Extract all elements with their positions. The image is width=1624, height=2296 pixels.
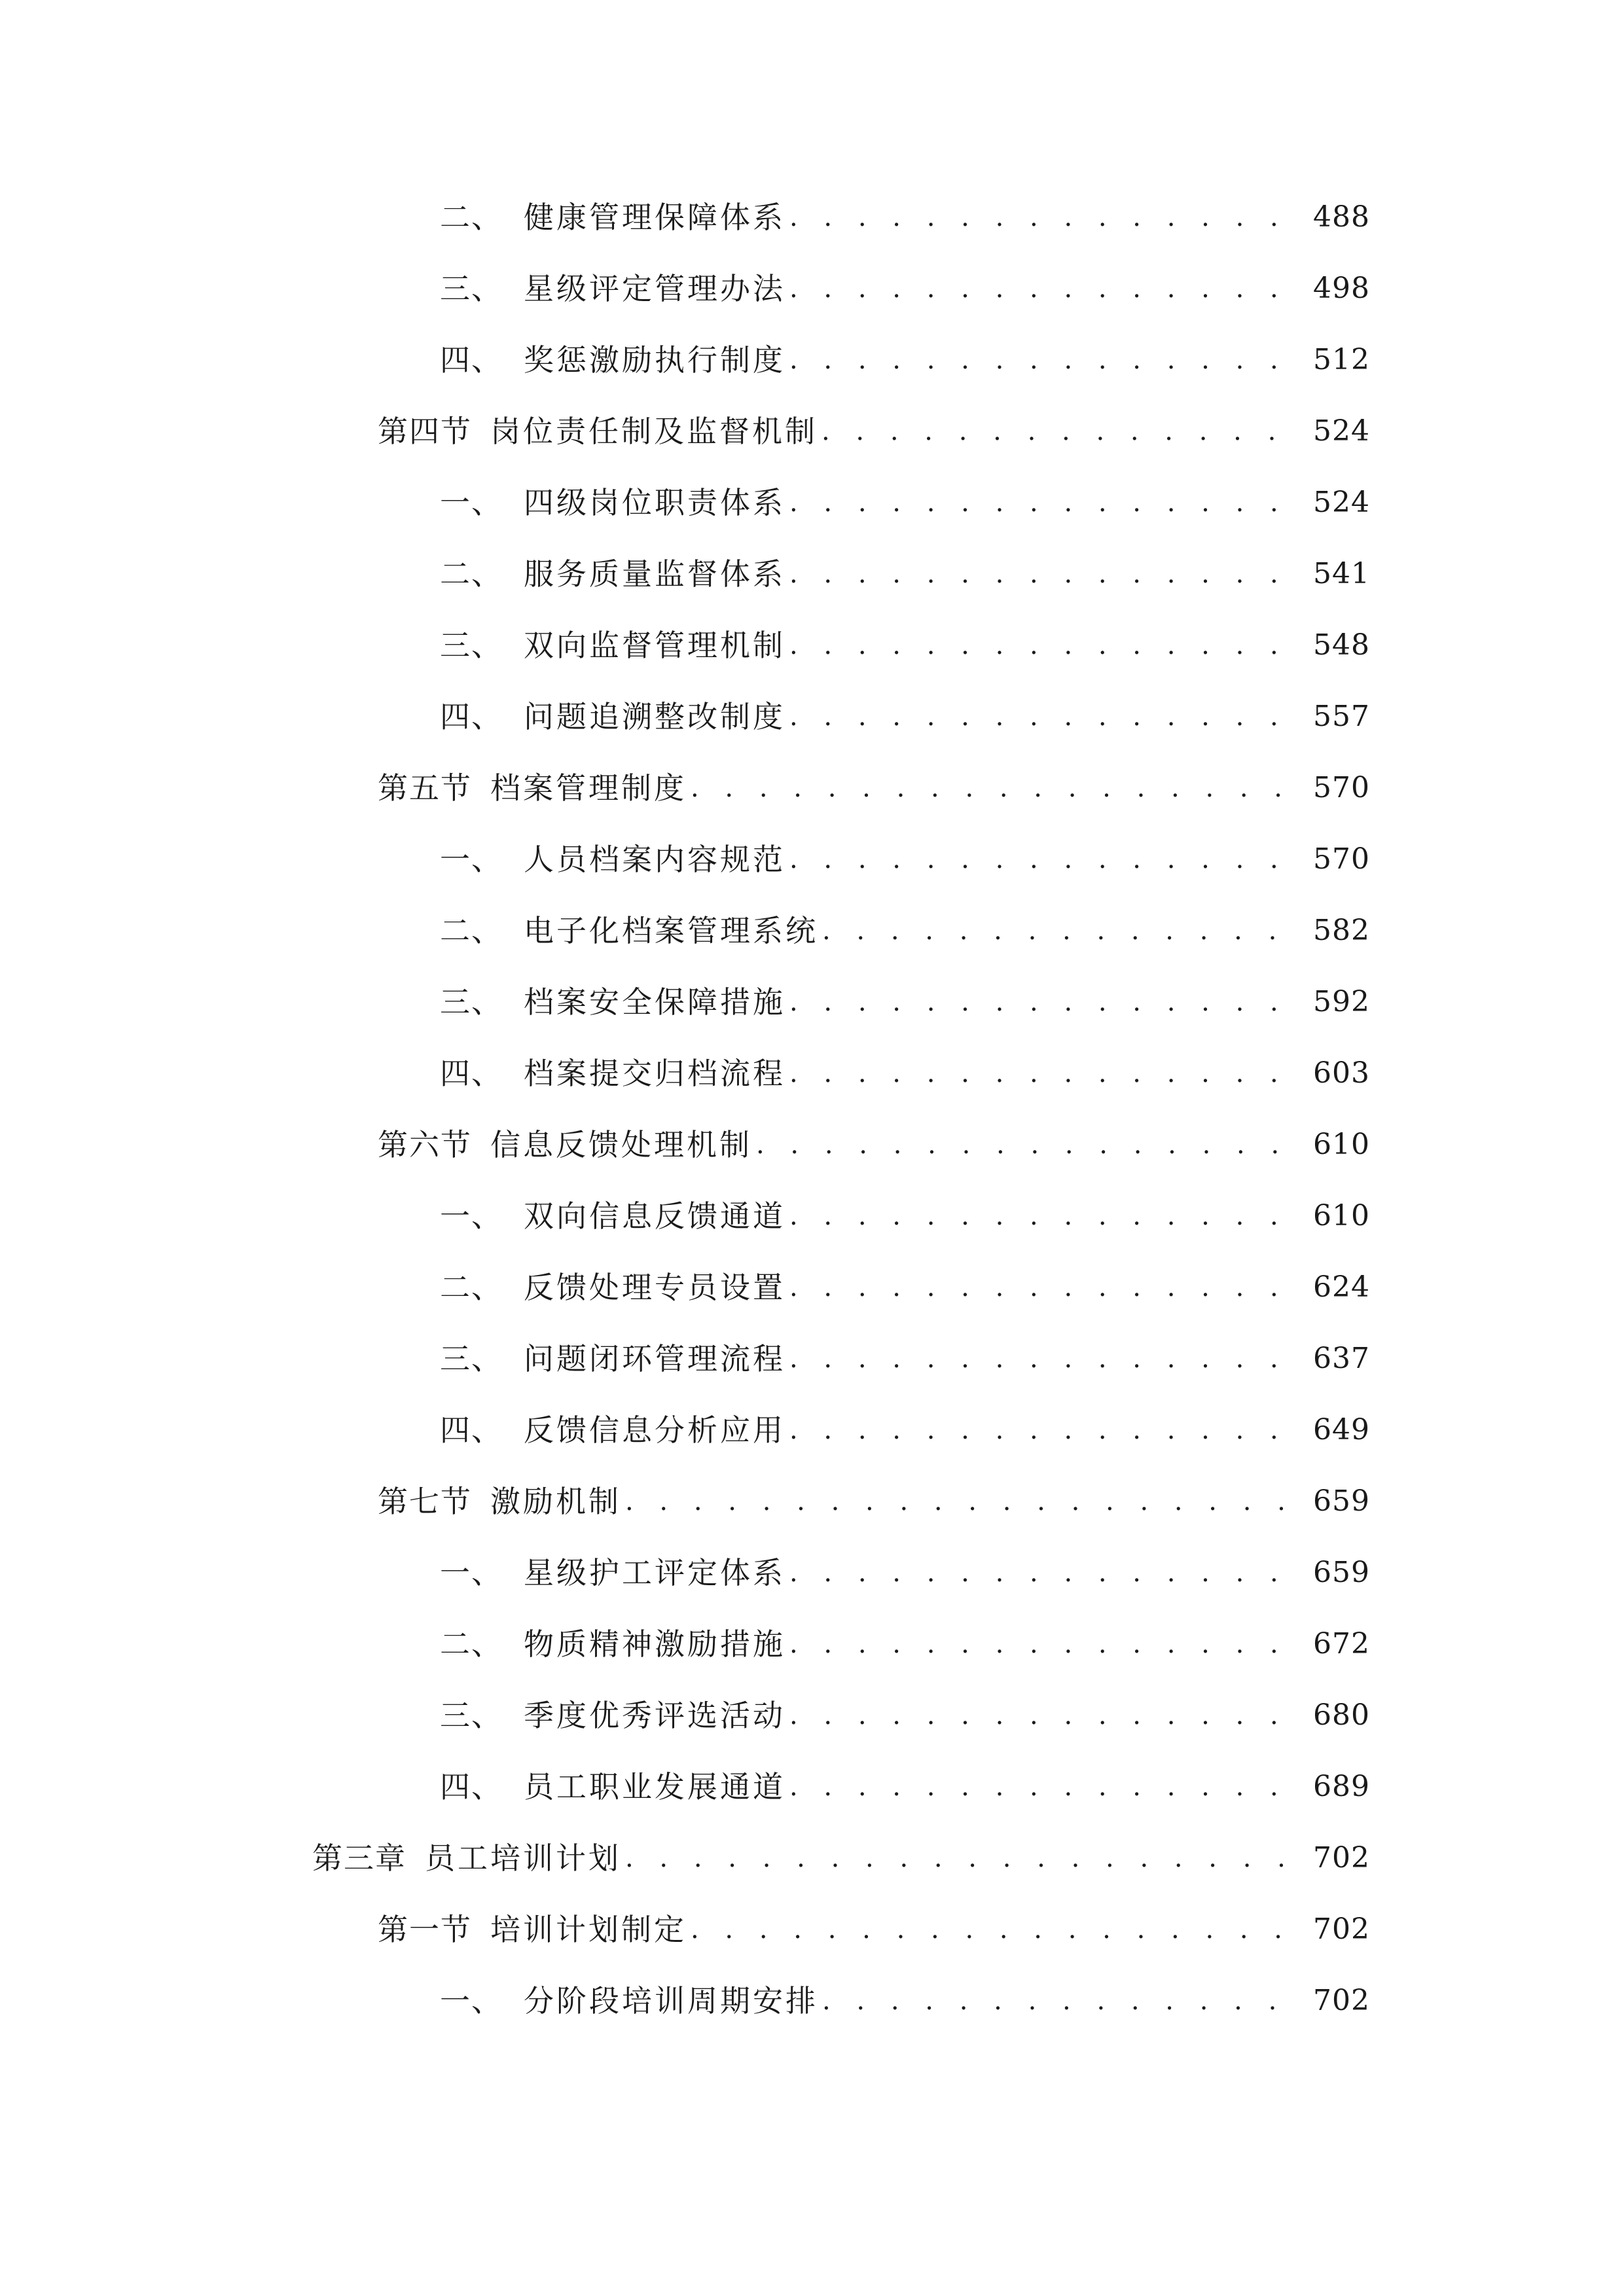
toc-entry-number: 第一节 <box>378 1912 472 1947</box>
toc-entry-page: 524 <box>1313 414 1370 448</box>
toc-entry-page: 524 <box>1313 486 1370 519</box>
toc-entry-number: 三、 <box>440 628 503 663</box>
toc-entry-label <box>440 833 785 886</box>
toc-entry[interactable] <box>440 476 1370 529</box>
toc-dot-leader <box>789 1547 1303 1599</box>
toc-entry-label <box>440 548 785 600</box>
toc-entry-label <box>440 1761 785 1813</box>
toc-entry-number: 三、 <box>440 1341 503 1376</box>
toc-entry-number: 一、 <box>440 842 503 877</box>
toc-entry-label <box>312 1832 621 1884</box>
toc-entry-title: 星级护工评定体系 <box>524 1555 785 1590</box>
toc-entry-page: 541 <box>1313 557 1370 590</box>
toc-entry[interactable] <box>312 1832 1370 1884</box>
toc-entry-page: 659 <box>1313 1556 1370 1589</box>
toc-entry-page: 610 <box>1313 1199 1370 1232</box>
toc-dot-leader <box>822 905 1303 957</box>
toc-entry-label <box>440 191 785 243</box>
toc-entry-title: 奖惩激励执行制度 <box>524 342 785 378</box>
toc-entry-page: 689 <box>1313 1770 1370 1803</box>
toc-entry-label <box>440 476 785 529</box>
toc-entry-title: 季度优秀评选活动 <box>524 1698 785 1733</box>
toc-entry-page: 603 <box>1313 1056 1370 1090</box>
toc-entry-number: 四、 <box>440 1412 503 1448</box>
toc-entry-page: 702 <box>1313 1841 1370 1874</box>
toc-entry[interactable] <box>440 191 1370 243</box>
toc-entry-label <box>440 262 785 315</box>
toc-dot-leader <box>789 548 1303 600</box>
toc-entry[interactable] <box>440 262 1370 315</box>
toc-entry-title: 双向监督管理机制 <box>524 628 785 663</box>
toc-entry-title: 员工培训计划 <box>425 1840 621 1876</box>
toc-dot-leader <box>625 1475 1303 1528</box>
toc-entry-page: 498 <box>1313 272 1370 305</box>
toc-entry-title: 四级岗位职责体系 <box>524 485 785 520</box>
toc-entry[interactable] <box>440 1689 1370 1742</box>
toc-entry-number: 四、 <box>440 1769 503 1804</box>
toc-entry-label <box>440 1047 785 1100</box>
toc-entry-page: 649 <box>1313 1413 1370 1446</box>
toc-entry-number: 二、 <box>440 1626 503 1662</box>
toc-entry[interactable] <box>378 762 1370 814</box>
toc-entry-number: 第四节 <box>378 414 472 449</box>
toc-entry[interactable] <box>440 619 1370 672</box>
toc-entry-title: 信息反馈处理机制 <box>490 1127 752 1162</box>
toc-entry[interactable] <box>440 1404 1370 1456</box>
toc-entry-number: 三、 <box>440 1698 503 1733</box>
toc-entry-label <box>440 691 785 743</box>
toc-entry-page: 548 <box>1313 628 1370 662</box>
toc-entry[interactable] <box>440 1975 1370 2027</box>
toc-entry-number: 一、 <box>440 1983 503 2018</box>
toc-dot-leader <box>789 976 1303 1028</box>
toc-entry[interactable] <box>440 833 1370 886</box>
toc-dot-leader <box>789 262 1303 315</box>
toc-entry-title: 问题闭环管理流程 <box>524 1341 785 1376</box>
toc-entry-page: 624 <box>1313 1270 1370 1304</box>
toc-entry-number: 一、 <box>440 485 503 520</box>
toc-entry-number: 二、 <box>440 200 503 235</box>
toc-entry-page: 702 <box>1313 1912 1370 1946</box>
toc-entry-title: 档案管理制度 <box>490 770 687 806</box>
toc-entry-page: 557 <box>1313 700 1370 733</box>
toc-dot-leader <box>625 1832 1303 1884</box>
toc-entry[interactable] <box>378 1119 1370 1171</box>
toc-entry[interactable] <box>378 405 1370 457</box>
toc-entry-label <box>440 1689 785 1742</box>
toc-entry-number: 第三章 <box>312 1840 406 1876</box>
toc-dot-leader <box>789 1190 1303 1242</box>
toc-entry-label <box>440 334 785 386</box>
toc-entry-label <box>440 1404 785 1456</box>
toc-dot-leader <box>789 334 1303 386</box>
toc-dot-leader <box>789 833 1303 886</box>
toc-entry-title: 问题追溯整改制度 <box>524 699 785 734</box>
toc-entry-page: 637 <box>1313 1342 1370 1375</box>
toc-dot-leader <box>789 1689 1303 1742</box>
toc-entry-page: 570 <box>1313 771 1370 804</box>
toc-entry-title: 岗位责任制及监督机制 <box>490 414 818 449</box>
toc-dot-leader <box>822 1975 1303 2027</box>
toc-entry-title: 人员档案内容规范 <box>524 842 785 877</box>
toc-dot-leader <box>789 1618 1303 1670</box>
toc-dot-leader <box>756 1119 1303 1171</box>
toc-entry-number: 第七节 <box>378 1484 472 1519</box>
toc-entry-title: 反馈信息分析应用 <box>524 1412 785 1448</box>
toc-entry[interactable] <box>378 1903 1370 1956</box>
toc-entry-title: 激励机制 <box>490 1484 621 1519</box>
toc-entry-title: 双向信息反馈通道 <box>524 1198 785 1234</box>
toc-entry-title: 健康管理保障体系 <box>524 200 785 235</box>
toc-entry-label <box>440 1190 785 1242</box>
toc-entry-label <box>440 1975 818 2027</box>
toc-entry-label <box>440 1547 785 1599</box>
toc-dot-leader <box>789 1404 1303 1456</box>
toc-dot-leader <box>789 1047 1303 1100</box>
toc-entry-label <box>378 1475 621 1528</box>
toc-entry-title: 物质精神激励措施 <box>524 1626 785 1662</box>
toc-entry-page: 512 <box>1313 343 1370 376</box>
toc-entry[interactable] <box>440 334 1370 386</box>
toc-entry[interactable] <box>440 691 1370 743</box>
toc-dot-leader <box>789 691 1303 743</box>
toc-entry-title: 星级评定管理办法 <box>524 271 785 306</box>
toc-entry-label <box>440 976 785 1028</box>
toc-entry-label <box>440 905 818 957</box>
toc-dot-leader <box>691 1903 1303 1956</box>
toc-entry-page: 592 <box>1313 985 1370 1018</box>
toc-entry-number: 第五节 <box>378 770 472 806</box>
toc-entry-number: 一、 <box>440 1198 503 1234</box>
toc-entry-label <box>440 619 785 672</box>
toc-entry-number: 四、 <box>440 699 503 734</box>
toc-entry-label <box>378 1903 687 1956</box>
toc-entry-page: 672 <box>1313 1627 1370 1660</box>
toc-entry[interactable] <box>440 1761 1370 1813</box>
toc-entry-number: 三、 <box>440 271 503 306</box>
toc-entry-page: 488 <box>1313 200 1370 234</box>
toc-entry-title: 反馈处理专员设置 <box>524 1270 785 1305</box>
toc-entry-title: 员工职业发展通道 <box>524 1769 785 1804</box>
toc-dot-leader <box>789 476 1303 529</box>
toc-entry[interactable] <box>440 1261 1370 1314</box>
toc-entry-title: 服务质量监督体系 <box>524 556 785 592</box>
toc-entry[interactable] <box>440 1547 1370 1599</box>
toc-entry[interactable] <box>440 976 1370 1028</box>
toc-entry-page: 610 <box>1313 1128 1370 1161</box>
toc-dot-leader <box>789 619 1303 672</box>
toc-dot-leader <box>789 1333 1303 1385</box>
toc-entry-title: 电子化档案管理系统 <box>524 913 818 948</box>
toc-entry-number: 一、 <box>440 1555 503 1590</box>
toc-entry-title: 档案安全保障措施 <box>524 984 785 1020</box>
toc-entry[interactable] <box>440 1047 1370 1100</box>
toc-dot-leader <box>789 1261 1303 1314</box>
toc-dot-leader <box>821 405 1303 457</box>
toc-entry-number: 第六节 <box>378 1127 472 1162</box>
toc-entry-label <box>378 405 818 457</box>
toc-dot-leader <box>789 1761 1303 1813</box>
toc-entry[interactable] <box>378 1475 1370 1528</box>
toc-entry-title: 分阶段培训周期安排 <box>524 1983 818 2018</box>
toc-entry-page: 680 <box>1313 1698 1370 1732</box>
toc-entry-number: 四、 <box>440 342 503 378</box>
toc-entry-label <box>440 1261 785 1314</box>
toc-entry-label <box>440 1333 785 1385</box>
toc-entry-number: 三、 <box>440 984 503 1020</box>
toc-entry-label <box>440 1618 785 1670</box>
toc-entry[interactable] <box>440 1618 1370 1670</box>
toc-entry[interactable] <box>440 1333 1370 1385</box>
toc-entry-number: 二、 <box>440 1270 503 1305</box>
toc-entry-page: 570 <box>1313 842 1370 876</box>
toc-entry-page: 582 <box>1313 914 1370 947</box>
toc-entry-title: 档案提交归档流程 <box>524 1056 785 1091</box>
toc-entry-number: 二、 <box>440 913 503 948</box>
toc-entry-label <box>378 1119 752 1171</box>
toc-entry-page: 702 <box>1313 1984 1370 2017</box>
toc-entry-number: 四、 <box>440 1056 503 1091</box>
toc-entry-number: 二、 <box>440 556 503 592</box>
toc-entry-label <box>378 762 687 814</box>
toc-entry-title: 培训计划制定 <box>490 1912 687 1947</box>
toc-entry[interactable] <box>440 1190 1370 1242</box>
toc-entry[interactable] <box>440 548 1370 600</box>
toc-entry-page: 659 <box>1313 1484 1370 1518</box>
toc-dot-leader <box>691 762 1303 814</box>
toc-entry[interactable] <box>440 905 1370 957</box>
toc-dot-leader <box>789 191 1303 243</box>
